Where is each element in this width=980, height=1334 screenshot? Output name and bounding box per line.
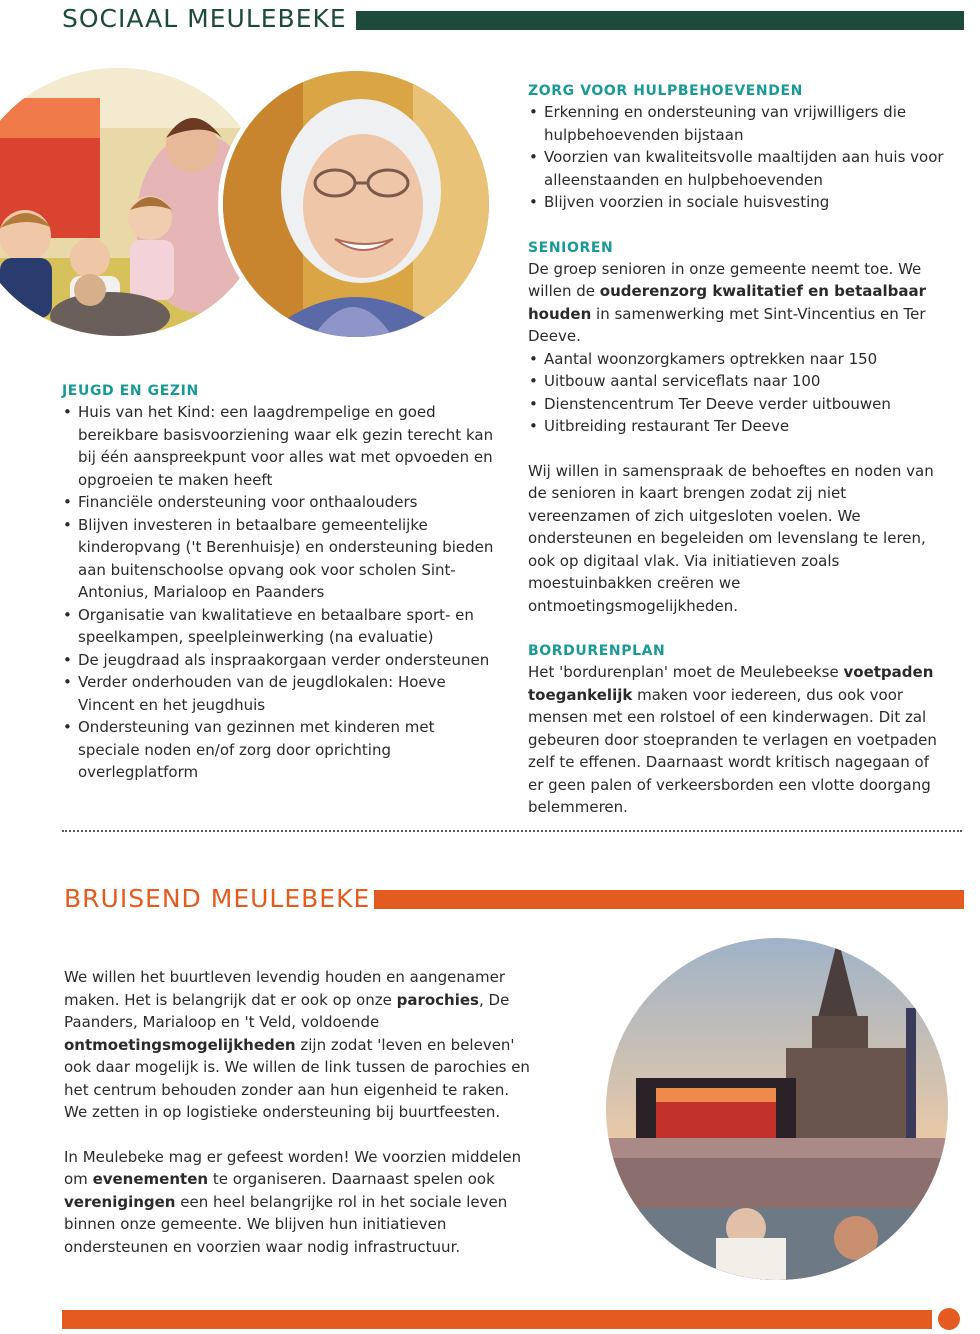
heading-senioren: SENIOREN (528, 239, 614, 256)
photo-festival-crowd-church (606, 938, 948, 1280)
heading-bordurenplan: BORDURENPLAN (528, 643, 666, 659)
list-item: • Dienstencentrum Ter Deeve verder uitbouwen (528, 393, 948, 416)
list-item: • Uitbreiding restaurant Ter Deeve (528, 415, 948, 438)
column-right (528, 83, 948, 819)
list-senioren (528, 348, 948, 438)
heading-jeugd: JEUGD EN GEZIN (62, 383, 199, 399)
bordurenplan-text: Het 'bordurenplan' moet de Meulebeekse voetpaden toegankelijk maken voor iedereen, dus ook voor mensen met een rolstoel of een kinderwagen. Dit zal gebeuren door stoepranden te verlagen en voetpaden zelf te effenen. Daarnaast wordt kritisch nagegaan of er geen palen of verkeersborden een vlotte doorgang belemmeren. (528, 663, 937, 816)
bruisend-paragraph-1: We willen het buurtleven levendig houden en aangenamer maken. Het is belangrijk dat er ook op onze parochies, De Paanders, Marialoop en 't Veld, voldoende ontmoetingsmogelijkheden zijn zodat 'leven en beleven' ook daar mogelijk is. We willen de link tussen de parochies en het centrum behouden zonder aan hun eigenheid te raken. We zetten in op logistieke ondersteuning bij buurtfeesten. (64, 968, 530, 1121)
list-item: • Organisatie van kwalitatieve en betaalbare sport- en speelkampen, speelpleinwerking (na evaluatie) (62, 604, 494, 649)
bruisend-paragraph-2: In Meulebeke mag er gefeest worden! We voorzien middelen om evenementen te organiseren. Daarnaast spelen ook verenigingen een heel belangrijke rol in het sociale leven binnen onze gemeente. We blijven hun initiatieven ondersteunen en voorzien waar nodig infrastructuur. (64, 1147, 522, 1256)
list-item: • Uitbouw aantal serviceflats naar 100 (528, 370, 948, 393)
dotted-divider (62, 830, 962, 832)
senioren-paragraph: Wij willen in samenspraak de behoeftes en noden van de senioren in kaart brengen zodat zij niet vereenzamen of zich uitgesloten voelen. We ondersteunen en begeleiden om levenslang te leren, ook op digitaal vlak. Via initiatieven zoals moestuinbakken creëren we ontmoetingsmogelijkheden. (528, 461, 934, 615)
photo-elderly-woman (218, 66, 494, 342)
bruisend-text (64, 966, 534, 1258)
title-bar-bruisend (374, 890, 964, 909)
senioren-intro: De groep senioren in onze gemeente neemt toe. We willen de ouderenzorg kwalitatief en betaalbaar houden in samenwerking met Sint-Vincentius en Ter Deeve. (528, 259, 927, 345)
list-item: • Verder onderhouden van de jeugdlokalen: Hoeve Vincent en het jeugdhuis (62, 671, 494, 716)
heading-zorg: ZORG VOOR HULPBEHOEVENDEN (528, 83, 803, 99)
list-item: • Huis van het Kind: een laagdrempelige en goed bereikbare basisvoorziening waar elk gezin terecht kan bij één aanspreekpunt voor alles wat met opvoeden en opgroeien te maken heeft (62, 401, 494, 491)
list-zorg (528, 101, 948, 214)
title-bar-sociaal (356, 11, 964, 30)
list-item: • Erkenning en ondersteuning van vrijwilligers die hulpbehoevenden bijstaan (528, 101, 948, 146)
section-title-bruisend: BRUISEND MEULEBEKE (64, 884, 371, 913)
list-item: • Aantal woonzorgkamers optrekken naar 150 (528, 348, 948, 371)
footer-bar (62, 1310, 932, 1329)
list-item: • Voorzien van kwaliteitsvolle maaltijden aan huis voor alleenstaanden en hulpbehoevenden (528, 146, 948, 191)
list-item: • Blijven voorzien in sociale huisvesting (528, 191, 948, 214)
list-item: • Ondersteuning van gezinnen met kinderen met speciale noden en/of zorg door oprichting overlegplatform (62, 716, 494, 784)
column-left (62, 383, 494, 784)
list-jeugd (62, 401, 494, 784)
list-item: • De jeugdraad als inspraakorgaan verder ondersteunen (62, 649, 494, 672)
footer-dot (938, 1308, 960, 1330)
list-item: • Blijven investeren in betaalbare gemeentelijke kinderopvang ('t Berenhuisje) en ondersteuning bieden aan buitenschoolse opvang ook voor scholen Sint-Antonius, Marialoop en Paanders (62, 514, 494, 604)
list-item: • Financiële ondersteuning voor onthaalouders (62, 491, 494, 514)
section-title-sociaal: SOCIAAL MEULEBEKE (62, 4, 347, 33)
